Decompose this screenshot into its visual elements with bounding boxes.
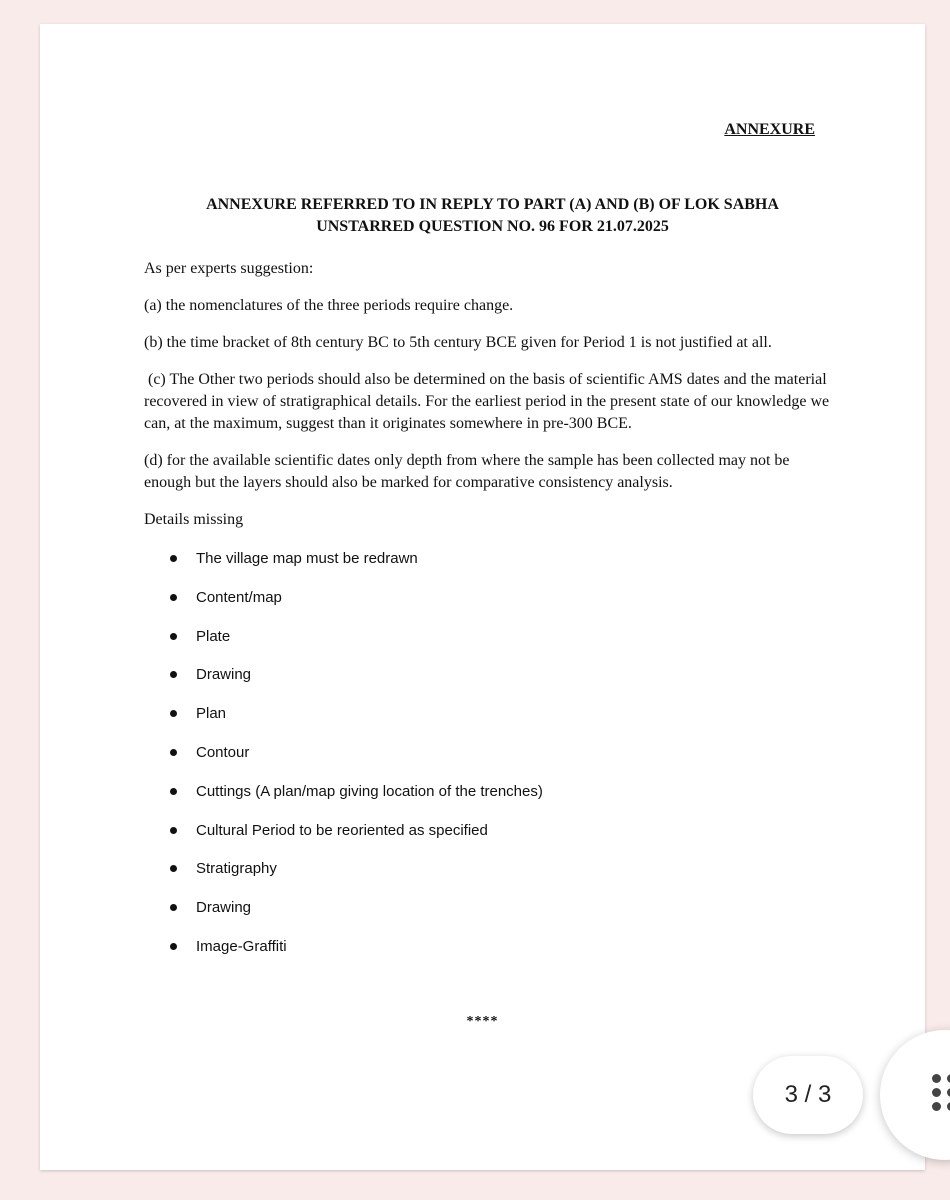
bullet-icon: [170, 788, 177, 795]
document-title: [130, 194, 855, 238]
bullet-icon: [170, 904, 177, 911]
list-item: Image-Graffiti: [170, 937, 543, 976]
end-mark: ****: [466, 1014, 499, 1029]
more-dots-icon: [932, 1074, 950, 1114]
bullet-icon: [170, 671, 177, 678]
list-item: Cuttings (A plan/map giving location of the trenches): [170, 782, 543, 821]
bullet-icon: [170, 749, 177, 756]
document-page: [40, 24, 925, 1170]
list-item: Content/map: [170, 588, 543, 627]
bullet-icon: [170, 555, 177, 562]
list-item: Cultural Period to be reoriented as specified: [170, 821, 543, 860]
list-item: Plate: [170, 627, 543, 666]
bullet-icon: [170, 943, 177, 950]
paragraph-b: (b) the time bracket of 8th century BC to 5th century BCE given for Period 1 is not justified at all.: [144, 334, 772, 351]
list-item: Drawing: [170, 665, 543, 704]
list-item: The village map must be redrawn: [170, 549, 543, 588]
details-heading: Details missing: [144, 511, 244, 528]
list-item: Stratigraphy: [170, 859, 543, 898]
list-item: Drawing: [170, 898, 543, 937]
title-line-1: ANNEXURE REFERRED TO IN REPLY TO PART (A) AND (B) OF LOK SABHA: [206, 196, 779, 213]
paragraph-c: (c) The Other two periods should also be determined on the basis of scientific AMS dates and the material recovered in view of stratigraphical details. For the earliest period in the present state of our knowledge we can, at the maximum, suggest than it originates somewhere in pre-300 BCE.: [144, 371, 830, 432]
document-body: [144, 258, 834, 546]
bullet-icon: [170, 633, 177, 640]
bullet-icon: [170, 710, 177, 717]
bullet-icon: [170, 865, 177, 872]
annexure-label: ANNEXURE: [724, 121, 815, 138]
details-list: [170, 549, 543, 976]
paragraph-a: (a) the nomenclatures of the three periods require change.: [144, 297, 514, 314]
list-item: Plan: [170, 704, 543, 743]
title-line-2: UNSTARRED QUESTION NO. 96 FOR 21.07.2025: [316, 218, 669, 235]
list-item: Contour: [170, 743, 543, 782]
intro-text: As per experts suggestion:: [144, 260, 314, 277]
bullet-icon: [170, 594, 177, 601]
bullet-icon: [170, 827, 177, 834]
page-indicator[interactable]: 3 / 3: [753, 1056, 863, 1134]
paragraph-d: (d) for the available scientific dates only depth from where the sample has been collected may not be enough but the layers should also be marked for comparative consistency analysis.: [144, 452, 790, 491]
